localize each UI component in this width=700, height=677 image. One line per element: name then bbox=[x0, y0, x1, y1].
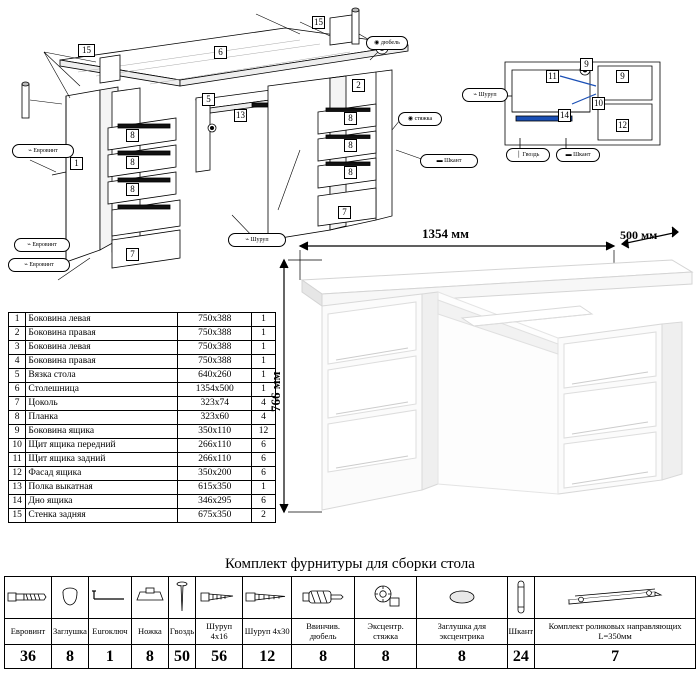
kit-item-qty: 8 bbox=[52, 645, 89, 669]
hardware-bubble-dowel: ▬ Шкант bbox=[420, 154, 478, 168]
kit-item-name: Euroключ bbox=[88, 619, 131, 645]
table-row: 9 Боковина ящика 350х110 12 bbox=[9, 425, 276, 439]
kit-item-qty: 56 bbox=[196, 645, 243, 669]
callout-15-right: 15 bbox=[314, 17, 323, 27]
hardware-kit-title: Комплект фурнитуры для сборки стола bbox=[225, 556, 475, 572]
kit-item-name: Евровинт bbox=[5, 619, 52, 645]
kit-item-name: Шкант bbox=[507, 619, 535, 645]
foot-icon bbox=[131, 577, 168, 619]
table-row: 4 Боковина правая 750х388 1 bbox=[9, 355, 276, 369]
callout-10: 10 bbox=[594, 98, 603, 108]
hardware-bubble-nail: │ Гвоздь bbox=[506, 148, 550, 162]
cam-lock-icon bbox=[354, 577, 416, 619]
kit-item-qty: 8 bbox=[131, 645, 168, 669]
kit-icons-row bbox=[5, 577, 696, 619]
hardware-bubble-screw: ⌁ Шуруп bbox=[228, 233, 286, 247]
kit-item-qty: 12 bbox=[243, 645, 292, 669]
callout-7-left: 7 bbox=[126, 248, 139, 261]
kit-item-qty: 8 bbox=[292, 645, 355, 669]
kit-quantities-row bbox=[5, 645, 696, 669]
hardware-kit-table bbox=[4, 576, 696, 669]
hardware-bubble-insert-dowel: ◉ дюбель bbox=[366, 36, 408, 50]
callout-5: 5 bbox=[202, 93, 215, 106]
table-row: 11 Щит ящика задний 266х110 6 bbox=[9, 453, 276, 467]
dowel-screw-icon bbox=[292, 577, 355, 619]
screw-icon bbox=[196, 577, 243, 619]
kit-item-name: Заглушка bbox=[52, 619, 89, 645]
callout-6: 6 bbox=[214, 46, 227, 59]
hardware-bubble-cam-lock: ◉ стяжка bbox=[398, 112, 442, 126]
kit-item-qty: 36 bbox=[5, 645, 52, 669]
table-row: 7 Цоколь 323х74 4 bbox=[9, 397, 276, 411]
callout-8-r2: 8 bbox=[344, 139, 357, 152]
kit-item-qty: 1 bbox=[88, 645, 131, 669]
screw-long-icon bbox=[243, 577, 292, 619]
kit-item-name: Ножка bbox=[131, 619, 168, 645]
hardware-bubble-screw-4x30: ⌁ Шуруп bbox=[462, 88, 508, 102]
callout-9-mid: 9 bbox=[580, 58, 593, 71]
callout-1: 1 bbox=[70, 157, 83, 170]
kit-item-name: Шуруп 4х30 bbox=[243, 619, 292, 645]
callout-12: 12 bbox=[618, 120, 627, 130]
drawer-slide-icon bbox=[535, 577, 696, 619]
callout-8-r1: 8 bbox=[344, 112, 357, 125]
table-row: 10 Щит ящика передний 266х110 6 bbox=[9, 439, 276, 453]
kit-item-qty: 8 bbox=[354, 645, 416, 669]
callout-2: 2 bbox=[352, 79, 365, 92]
cap-icon bbox=[52, 577, 89, 619]
table-row: 13 Полка выкатная 615х350 1 bbox=[9, 481, 276, 495]
table-row: 5 Вязка стола 640х260 1 bbox=[9, 369, 276, 383]
nail-icon bbox=[168, 577, 195, 619]
kit-item-name: Заглушка для эксцентрика bbox=[417, 619, 507, 645]
kit-item-qty: 8 bbox=[417, 645, 507, 669]
table-row: 2 Боковина правая 750х388 1 bbox=[9, 327, 276, 341]
kit-item-qty: 7 bbox=[535, 645, 696, 669]
table-row: 3 Боковина левая 750х388 1 bbox=[9, 341, 276, 355]
callout-8-l3: 8 bbox=[126, 183, 139, 196]
desk-perspective-svg bbox=[262, 222, 698, 527]
hardware-bubble-euroscrew-1: ⌁ Евровинт bbox=[12, 144, 74, 158]
dimension-width: 1354 мм bbox=[422, 226, 469, 241]
kit-item-name: Гвоздь bbox=[168, 619, 195, 645]
callout-14: 14 bbox=[560, 110, 569, 120]
finished-desk-drawing bbox=[262, 222, 698, 527]
hardware-bubble-euroscrew-3: ⌁ Евровинт bbox=[14, 238, 70, 252]
kit-item-name: Шуруп 4х16 bbox=[196, 619, 243, 645]
kit-item-name: Эксцентр. стяжка bbox=[354, 619, 416, 645]
dimension-height: 766 мм bbox=[268, 371, 283, 412]
euroscrew-icon bbox=[5, 577, 52, 619]
kit-names-row bbox=[5, 619, 696, 645]
table-row: 8 Планка 323х60 4 bbox=[9, 411, 276, 425]
callout-7-right: 7 bbox=[338, 206, 351, 219]
table-row: 15 Стенка задняя 675х350 2 bbox=[9, 509, 276, 523]
kit-item-qty: 50 bbox=[168, 645, 195, 669]
table-row: 1 Боковина левая 750х388 1 bbox=[9, 313, 276, 327]
parts-table-body bbox=[9, 313, 276, 523]
hardware-bubble-dowel-2: ▬ Шкант bbox=[556, 148, 600, 162]
kit-item-name: Комплект роликовых направляющих L=350мм bbox=[535, 619, 696, 645]
table-row: 14 Дно ящика 346х295 6 bbox=[9, 495, 276, 509]
dimension-depth: 500 мм bbox=[620, 228, 658, 242]
callout-8-r3: 8 bbox=[344, 166, 357, 179]
allen-key-icon bbox=[88, 577, 131, 619]
callout-15-left: 15 bbox=[78, 44, 95, 57]
callout-13: 13 bbox=[236, 110, 245, 120]
kit-item-qty: 24 bbox=[507, 645, 535, 669]
callout-8-l2: 8 bbox=[126, 156, 139, 169]
table-row: 6 Столешница 1354х500 1 bbox=[9, 383, 276, 397]
kit-item-name: Ввинчив. дюбель bbox=[292, 619, 355, 645]
callout-9-top: 9 bbox=[616, 70, 629, 83]
hardware-bubble-euroscrew-2: ⌁ Евровинт bbox=[8, 258, 70, 272]
callout-11: 11 bbox=[546, 70, 559, 83]
callout-8-l1: 8 bbox=[126, 129, 139, 142]
wood-dowel-icon bbox=[507, 577, 535, 619]
parts-table bbox=[8, 312, 276, 523]
table-row: 12 Фасад ящика 350х200 6 bbox=[9, 467, 276, 481]
cam-cap-icon bbox=[417, 577, 507, 619]
